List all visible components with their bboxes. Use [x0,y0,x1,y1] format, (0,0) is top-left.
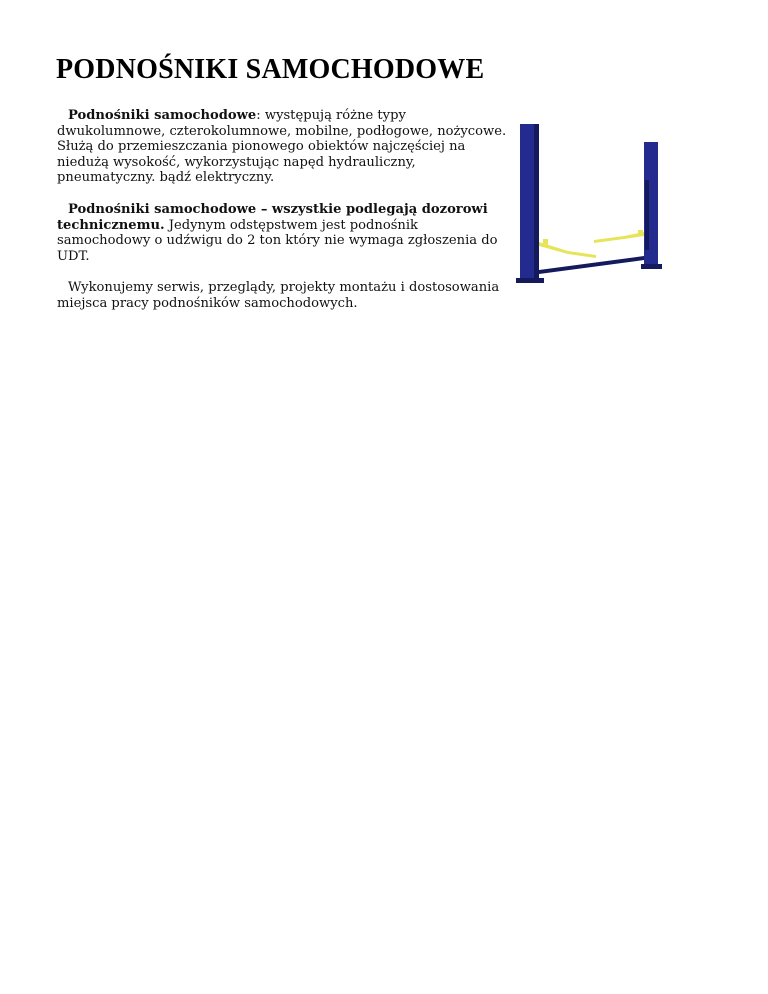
paragraph-text: Wykonujemy serwis, przeglądy, projekty montażu i dostosowania miejsca pracy podnośników samochodowych. [57,280,500,311]
arm-pad [543,239,548,245]
arm-pad [638,230,643,236]
paragraph-types [57,108,507,186]
article-body [57,108,507,328]
paragraph-bold: Podnośniki samochodowe [68,108,257,123]
floor-plate [539,256,644,274]
right-column-shade [645,180,649,250]
paragraph-inspection [57,202,507,264]
right-lift-arm [594,232,644,243]
paragraph-services [57,280,507,311]
page-title: PODNOŚNIKI SAMOCHODOWE [56,54,485,85]
left-column-shade [534,124,539,282]
paragraph-bold: Podnośniki samochodowe – wszystkie podlegają dozorowi technicznemu. [57,201,488,233]
right-column-base [641,264,662,269]
left-column-base [516,278,544,283]
paragraph-text: : występują różne typy dwukolumnowe, czterokolumnowe, mobilne, podłogowe, nożycowe. Służą do przemieszczania pionowego obiektów najczęściej na niedużą wysokość, wykorzystując napęd hydrauliczny, pneumatyczny. bądź elektryczny. [57,108,507,186]
two-post-car-lift-image [514,120,668,286]
paragraph-text: Jedynym odstępstwem jest podnośnik samochodowy o udźwigu do 2 ton który nie wymaga zgłoszenia do UDT. [57,217,498,264]
